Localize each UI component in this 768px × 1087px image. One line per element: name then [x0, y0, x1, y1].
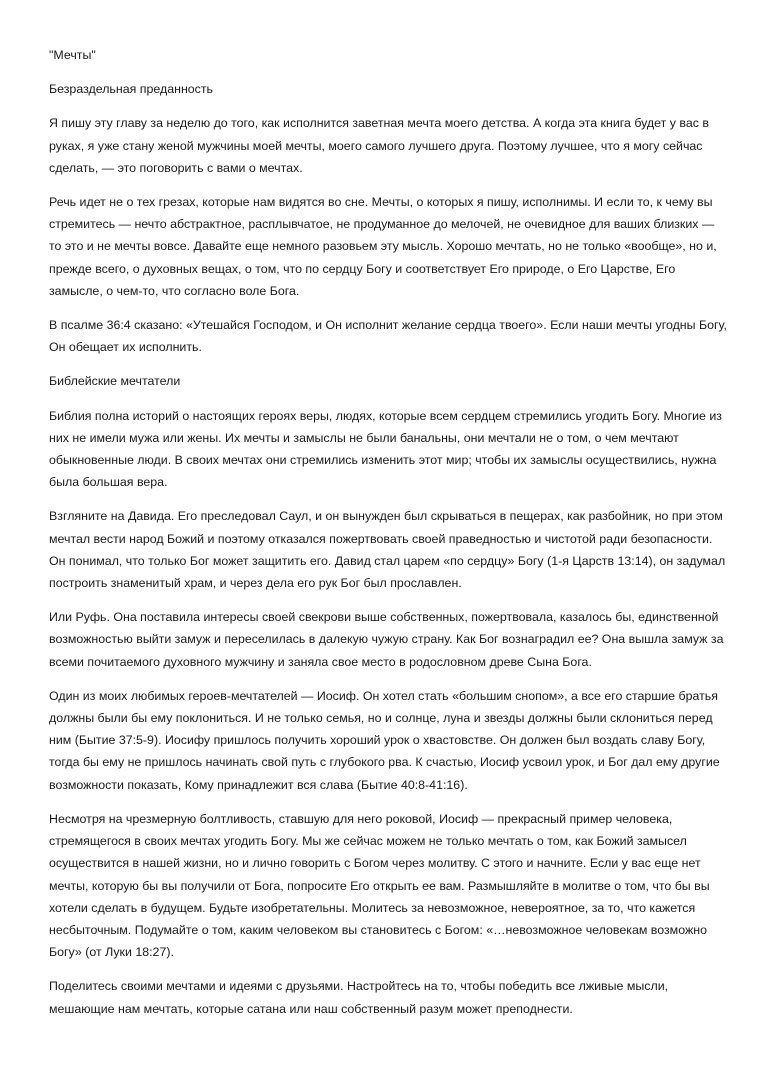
document-subtitle: Безраздельная преданность: [49, 82, 214, 97]
paragraph: В псалме 36:4 сказано: «Утешайся Господом, и Он исполнит желание сердца твоего». Если наши мечты угодны Богу, Он обещает их исполнить.: [49, 318, 727, 355]
paragraph: Несмотря на чрезмерную болтливость, ставшую для него роковой, Иосиф — прекрасный пример человека, стремящегося в своих мечтах угодить Богу. Мы же сейчас можем не только мечтать о том, как Божий замысел осуществится в нашей жизни, но и лично говорить с Богом через молитву. С этого и начните. Если у вас еще нет мечты, которую бы вы получили от Бога, попросите Его открыть ее вам. Размышляйте в молитве о том, что бы вы хотели сделать в будущем. Будьте изобретательны. Молитесь за невозможное, невероятное, за то, что кажется несбыточным. Подумайте о том, каким человеком вы становитесь с Богом: «…невозможное человекам возможно Богу» (от Луки 18:27).: [49, 811, 710, 960]
paragraph: Я пишу эту главу за неделю до того, как исполнится заветная мечта моего детства. А когда эта книга будет у вас в руках, я уже стану женой мужчины моей мечты, моего самого лучшего друга. Поэтому лучшее, что я могу сейчас сделать, — это поговорить с вами о мечтах.: [49, 116, 709, 175]
paragraph: Взгляните на Давида. Его преследовал Саул, и он вынужден был скрываться в пещерах, как разбойник, но при этом мечтал вести народ Божий и поэтому отказался пожертвовать своей праведностью и чистотой ради безопасности. Он понимал, что только Бог может защитить его. Давид стал царем «по сердцу» Богу (1-я Царств 13:14), он задумал построить знаменитый храм, и через дела его рук Бог был прославлен.: [49, 509, 726, 591]
paragraph: Поделитесь своими мечтами и идеями с друзьями. Настройтесь на то, чтобы победить все лживые мысли, мешающие нам мечтать, которые сатана или наш собственный разум может преподнести.: [49, 979, 669, 1016]
document-title: "Мечты": [49, 48, 96, 62]
paragraph: Или Руфь. Она поставила интересы своей свекрови выше собственных, пожертвовала, казалось бы, единственной возможностью выйти замуж и переселилась в далекую чужую страну. Как Бог вознаградил ее? Она вышла замуж за всеми почитаемого духовного мужчину и заняла свое место в родословном древе Сына Бога.: [49, 610, 724, 669]
paragraph: Один из моих любимых героев-мечтателей — Иосиф. Он хотел стать «большим снопом», а все его старшие братья должны были бы ему поклониться. И не только семья, но и солнце, луна и звезды должны были склониться перед ним (Бытие 37:5-9). Иосифу пришлось получить хороший урок о хвастовстве. Он должен был воздать славу Богу, тогда бы ему не пришлось начинать свой путь с глубокого рва. К счастью, Иосиф усвоил урок, и Бог дал ему другие возможности показать, Кому принадлежит вся слава (Бытие 40:8-41:16).: [49, 688, 720, 792]
paragraph: Речь идет не о тех грезах, которые нам видятся во сне. Мечты, о которых я пишу, исполнимы. И если то, к чему вы стремитесь — нечто абстрактное, расплывчатое, не продуманное до мелочей, не очевидное для ваших близких — то это и не мечты вовсе. Давайте еще немного разовьем эту мысль. Хорошо мечтать, но не только «вообще», но и, прежде всего, о духовных вещах, о том, что по сердцу Богу и соответствует Его природе, о Его Царстве, Его замысле, о чем-то, что согласно воле Бога.: [49, 195, 717, 298]
paragraph: Библия полна историй о настоящих героях веры, людях, которые всем сердцем стремились угодить Богу. Многие из них не имели мужа или жены. Их мечты и замыслы не были банальны, они мечтали не о том, о чем мечтают обыкновенные люди. В своих мечтах они стремились изменить этот мир; чтобы их замыслы осуществились, нужна была большая вера.: [49, 408, 722, 490]
section-heading: Библейские мечтатели: [49, 374, 181, 389]
document-page: [49, 44, 729, 1032]
